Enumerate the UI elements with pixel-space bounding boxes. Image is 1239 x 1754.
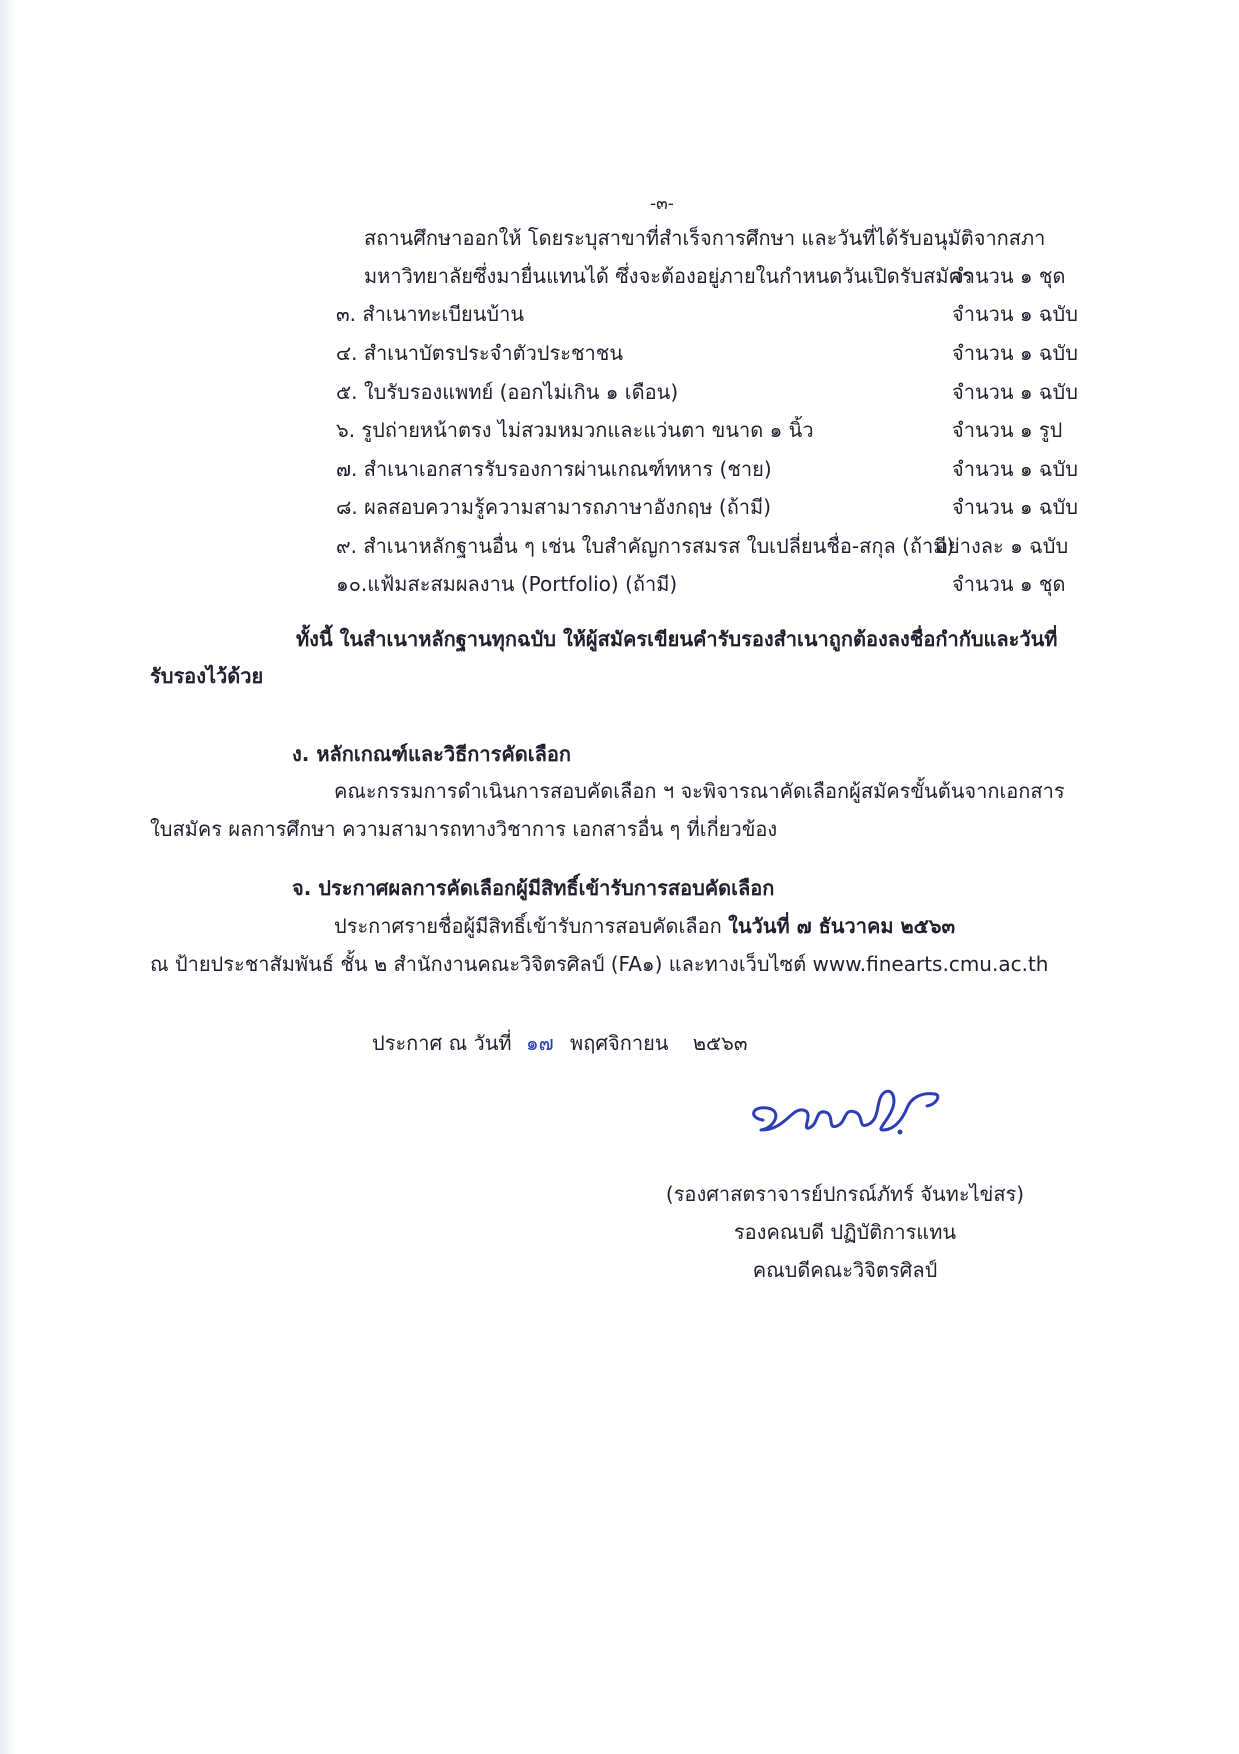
signatory-name: (รองศาสตราจารย์ปกรณ์ภัทร์ จันทะไข่สร): [665, 1182, 1025, 1206]
page-number: -๓-: [650, 194, 674, 214]
list-item-3: ๓. สำเนาทะเบียนบ้าน: [336, 302, 525, 326]
announcement-year: ๒๕๖๓: [692, 1031, 748, 1055]
section-e-line-1: [334, 912, 955, 940]
list-item-8-qty: จำนวน ๑ ฉบับ: [952, 495, 1078, 519]
list-item-10-qty: จำนวน ๑ ชุด: [952, 572, 1066, 596]
announcement-day: ๑๗: [525, 1031, 554, 1055]
list-item-5-qty: จำนวน ๑ ฉบับ: [952, 380, 1078, 404]
continuation-line-1: สถานศึกษาออกให้ โดยระบุสาขาที่สำเร็จการศึกษา และวันที่ได้รับอนุมัติจากสภา: [364, 226, 1046, 250]
list-item-7: ๗. สำเนาเอกสารรับรองการผ่านเกณฑ์ทหาร (ชาย): [336, 457, 772, 481]
list-item-5: ๕. ใบรับรองแพทย์ (ออกไม่เกิน ๑ เดือน): [336, 380, 679, 404]
continuation-line-2: มหาวิทยาลัยซึ่งมายื่นแทนได้ ซึ่งจะต้องอยู่ภายในกำหนดวันเปิดรับสมัคร: [364, 264, 973, 288]
signature-image: [745, 1078, 945, 1148]
section-e-announce-date: ในวันที่ ๗ ธันวาคม ๒๕๖๓: [728, 914, 956, 938]
list-item-6: ๖. รูปถ่ายหน้าตรง ไม่สวมหมวกและแว่นตา ขนาด ๑ นิ้ว: [336, 418, 814, 442]
list-item-4-qty: จำนวน ๑ ฉบับ: [952, 341, 1078, 365]
signatory-position-2: คณบดีคณะวิจิตรศิลป์: [752, 1258, 938, 1282]
list-item-3-qty: จำนวน ๑ ฉบับ: [952, 302, 1078, 326]
list-item-9: ๙. สำเนาหลักฐานอื่น ๆ เช่น ใบสำคัญการสมรส ใบเปลี่ยนชื่อ-สกุล (ถ้ามี): [336, 534, 955, 558]
section-d-line-1: คณะกรรมการดำเนินการสอบคัดเลือก ฯ จะพิจารณาคัดเลือกผู้สมัครขั้นต้นจากเอกสาร: [334, 779, 1065, 803]
continuation-quantity: จำนวน ๑ ชุด: [952, 264, 1066, 288]
list-item-4: ๔. สำเนาบัตรประจำตัวประชาชน: [336, 341, 624, 365]
section-e-heading: จ. ประกาศผลการคัดเลือกผู้มีสิทธิ์เข้ารับการสอบคัดเลือก: [292, 876, 775, 900]
list-item-6-qty: จำนวน ๑ รูป: [952, 418, 1063, 442]
list-item-8: ๘. ผลสอบความรู้ความสามารถภาษาอังกฤษ (ถ้ามี): [336, 495, 772, 519]
section-d-heading: ง. หลักเกณฑ์และวิธีการคัดเลือก: [292, 742, 571, 766]
announcement-prefix: ประกาศ ณ วันที่: [372, 1031, 512, 1055]
list-item-7-qty: จำนวน ๑ ฉบับ: [952, 457, 1078, 481]
list-item-10: ๑๐.แฟ้มสะสมผลงาน (Portfolio) (ถ้ามี): [336, 572, 678, 596]
certification-note-line-2: รับรองไว้ด้วย: [150, 664, 264, 688]
section-e-line-1-text: ประกาศรายชื่อผู้มีสิทธิ์เข้ารับการสอบคัดเลือก: [334, 914, 722, 938]
signatory-position-1: รองคณบดี ปฏิบัติการแทน: [733, 1220, 957, 1244]
scan-edge: [0, 0, 16, 1754]
list-item-9-qty: อย่างละ ๑ ฉบับ: [936, 534, 1069, 558]
section-e-line-2: ณ ป้ายประชาสัมพันธ์ ชั้น ๒ สำนักงานคณะวิจิตรศิลป์ (FA๑) และทางเว็บไซต์ www.finearts.cmu.ac.th: [150, 952, 1049, 976]
announcement-date: [372, 1029, 748, 1057]
announcement-month: พฤศจิกายน: [570, 1031, 669, 1055]
certification-note-line-1: ทั้งนี้ ในสำเนาหลักฐานทุกฉบับ ให้ผู้สมัครเขียนคำรับรองสำเนาถูกต้องลงชื่อกำกับและวันที่: [296, 627, 1058, 651]
section-d-line-2: ใบสมัคร ผลการศึกษา ความสามารถทางวิชาการ เอกสารอื่น ๆ ที่เกี่ยวข้อง: [150, 817, 778, 841]
